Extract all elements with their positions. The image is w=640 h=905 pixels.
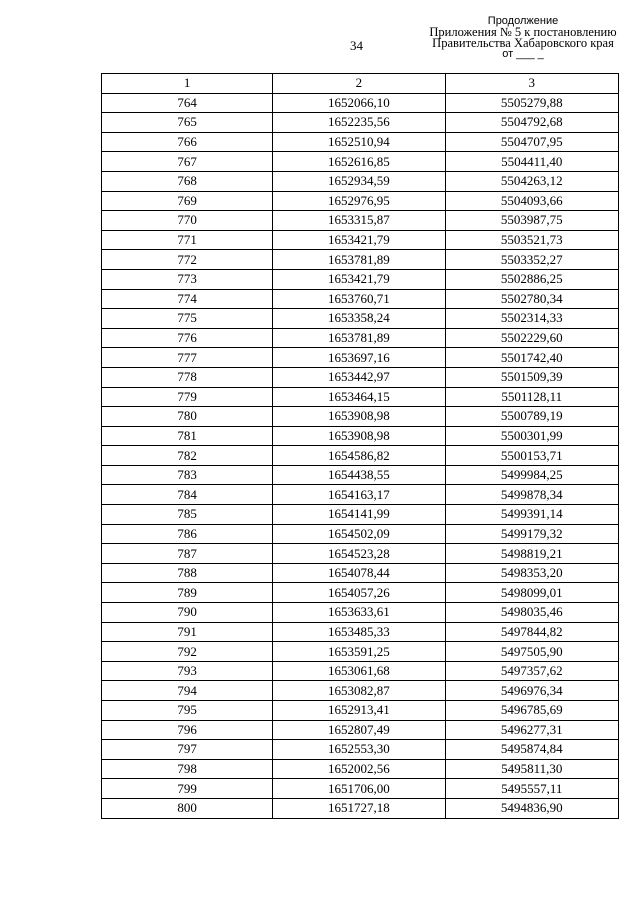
table-row [102,544,619,564]
x-coordinate-cell: 1653421,79 [273,230,445,250]
table-row [102,93,619,113]
point-number-cell: 777 [102,348,273,368]
coordinates-table [101,73,619,819]
point-number-cell: 773 [102,269,273,289]
y-coordinate-cell: 5504263,12 [445,171,618,191]
point-number-cell: 774 [102,289,273,309]
point-number-cell: 782 [102,446,273,466]
table-row [102,583,619,603]
table-row [102,622,619,642]
table-row [102,563,619,583]
y-coordinate-cell: 5499984,25 [445,465,618,485]
table-row [102,465,619,485]
table-row [102,132,619,152]
appendix-header [418,16,628,60]
point-number-cell: 787 [102,544,273,564]
y-coordinate-cell: 5502780,34 [445,289,618,309]
x-coordinate-cell: 1652066,10 [273,93,445,113]
point-number-cell: 778 [102,367,273,387]
point-number-cell: 766 [102,132,273,152]
page-number: 34 [350,38,363,53]
y-coordinate-cell: 5504411,40 [445,152,618,172]
point-number-cell: 768 [102,171,273,191]
x-coordinate-cell: 1652553,30 [273,740,445,760]
point-number-cell: 772 [102,250,273,270]
x-coordinate-cell: 1654163,17 [273,485,445,505]
x-coordinate-cell: 1653697,16 [273,348,445,368]
y-coordinate-cell: 5500301,99 [445,426,618,446]
table-body [102,93,619,818]
point-number-cell: 790 [102,603,273,623]
y-coordinate-cell: 5501128,11 [445,387,618,407]
x-coordinate-cell: 1653781,89 [273,328,445,348]
point-number-cell: 798 [102,759,273,779]
x-coordinate-cell: 1653082,87 [273,681,445,701]
point-number-cell: 764 [102,93,273,113]
table-row [102,701,619,721]
y-coordinate-cell: 5503521,73 [445,230,618,250]
table-row [102,171,619,191]
continuation-label: Продолжение [487,15,559,27]
y-coordinate-cell: 5502229,60 [445,328,618,348]
point-number-cell: 789 [102,583,273,603]
table-row [102,681,619,701]
y-coordinate-cell: 5505279,88 [445,93,618,113]
y-coordinate-cell: 5495811,30 [445,759,618,779]
x-coordinate-cell: 1654502,09 [273,524,445,544]
point-number-cell: 794 [102,681,273,701]
x-coordinate-cell: 1651727,18 [273,798,445,818]
appendix-reference: Приложения № 5 к постановлению [429,25,617,39]
point-number-cell: 795 [102,701,273,721]
x-coordinate-cell: 1653908,98 [273,426,445,446]
point-number-cell: 767 [102,152,273,172]
y-coordinate-cell: 5499179,32 [445,524,618,544]
x-coordinate-cell: 1654586,82 [273,446,445,466]
y-coordinate-cell: 5497505,90 [445,642,618,662]
point-number-cell: 785 [102,505,273,525]
y-coordinate-cell: 5497357,62 [445,661,618,681]
point-number-cell: 791 [102,622,273,642]
y-coordinate-cell: 5503352,27 [445,250,618,270]
x-coordinate-cell: 1653781,89 [273,250,445,270]
y-coordinate-cell: 5498819,21 [445,544,618,564]
table-row [102,407,619,427]
point-number-cell: 784 [102,485,273,505]
x-coordinate-cell: 1652510,94 [273,132,445,152]
table-row [102,485,619,505]
point-number-cell: 769 [102,191,273,211]
x-coordinate-cell: 1653061,68 [273,661,445,681]
y-coordinate-cell: 5502314,33 [445,309,618,329]
table-row [102,759,619,779]
x-coordinate-cell: 1653464,15 [273,387,445,407]
y-coordinate-cell: 5495874,84 [445,740,618,760]
y-coordinate-cell: 5498035,46 [445,603,618,623]
x-coordinate-cell: 1652616,85 [273,152,445,172]
x-coordinate-cell: 1653358,24 [273,309,445,329]
y-coordinate-cell: 5496277,31 [445,720,618,740]
point-number-cell: 788 [102,563,273,583]
column-header-1: 1 [102,74,273,94]
y-coordinate-cell: 5496785,69 [445,701,618,721]
y-coordinate-cell: 5494836,90 [445,798,618,818]
table-row [102,446,619,466]
table-row [102,309,619,329]
x-coordinate-cell: 1653442,97 [273,367,445,387]
table-row [102,289,619,309]
table-row [102,387,619,407]
point-number-cell: 779 [102,387,273,407]
table-row [102,152,619,172]
x-coordinate-cell: 1653633,61 [273,603,445,623]
date-line: от ___ _ [502,48,544,60]
table-row [102,505,619,525]
y-coordinate-cell: 5501742,40 [445,348,618,368]
x-coordinate-cell: 1654078,44 [273,563,445,583]
table-row [102,211,619,231]
table-row [102,250,619,270]
y-coordinate-cell: 5497844,82 [445,622,618,642]
x-coordinate-cell: 1654057,26 [273,583,445,603]
x-coordinate-cell: 1652807,49 [273,720,445,740]
x-coordinate-cell: 1652002,56 [273,759,445,779]
y-coordinate-cell: 5498353,20 [445,563,618,583]
x-coordinate-cell: 1653591,25 [273,642,445,662]
x-coordinate-cell: 1651706,00 [273,779,445,799]
point-number-cell: 797 [102,740,273,760]
table-row [102,798,619,818]
y-coordinate-cell: 5495557,11 [445,779,618,799]
table-row [102,661,619,681]
point-number-cell: 783 [102,465,273,485]
x-coordinate-cell: 1652913,41 [273,701,445,721]
point-number-cell: 796 [102,720,273,740]
point-number-cell: 800 [102,798,273,818]
government-reference: Правительства Хабаровского края [432,36,614,50]
x-coordinate-cell: 1654438,55 [273,465,445,485]
table-row [102,367,619,387]
y-coordinate-cell: 5499878,34 [445,485,618,505]
table-row [102,328,619,348]
y-coordinate-cell: 5498099,01 [445,583,618,603]
point-number-cell: 770 [102,211,273,231]
y-coordinate-cell: 5496976,34 [445,681,618,701]
column-header-3: 3 [445,74,618,94]
table-row [102,191,619,211]
y-coordinate-cell: 5500789,19 [445,407,618,427]
point-number-cell: 793 [102,661,273,681]
table-row [102,348,619,368]
point-number-cell: 775 [102,309,273,329]
y-coordinate-cell: 5499391,14 [445,505,618,525]
table-row [102,779,619,799]
point-number-cell: 781 [102,426,273,446]
y-coordinate-cell: 5503987,75 [445,211,618,231]
point-number-cell: 776 [102,328,273,348]
x-coordinate-cell: 1653421,79 [273,269,445,289]
y-coordinate-cell: 5504093,66 [445,191,618,211]
x-coordinate-cell: 1653315,87 [273,211,445,231]
x-coordinate-cell: 1652235,56 [273,113,445,133]
y-coordinate-cell: 5504707,95 [445,132,618,152]
point-number-cell: 765 [102,113,273,133]
x-coordinate-cell: 1654523,28 [273,544,445,564]
table-row [102,269,619,289]
table-row [102,603,619,623]
table-row [102,642,619,662]
x-coordinate-cell: 1653485,33 [273,622,445,642]
table-row [102,426,619,446]
table-row [102,113,619,133]
x-coordinate-cell: 1652934,59 [273,171,445,191]
x-coordinate-cell: 1652976,95 [273,191,445,211]
y-coordinate-cell: 5500153,71 [445,446,618,466]
column-header-2: 2 [273,74,445,94]
x-coordinate-cell: 1654141,99 [273,505,445,525]
y-coordinate-cell: 5504792,68 [445,113,618,133]
point-number-cell: 780 [102,407,273,427]
y-coordinate-cell: 5502886,25 [445,269,618,289]
point-number-cell: 799 [102,779,273,799]
table-row [102,524,619,544]
x-coordinate-cell: 1653908,98 [273,407,445,427]
y-coordinate-cell: 5501509,39 [445,367,618,387]
table-row [102,740,619,760]
point-number-cell: 792 [102,642,273,662]
x-coordinate-cell: 1653760,71 [273,289,445,309]
table-header-row [102,74,619,94]
table-row [102,720,619,740]
table-row [102,230,619,250]
point-number-cell: 771 [102,230,273,250]
point-number-cell: 786 [102,524,273,544]
